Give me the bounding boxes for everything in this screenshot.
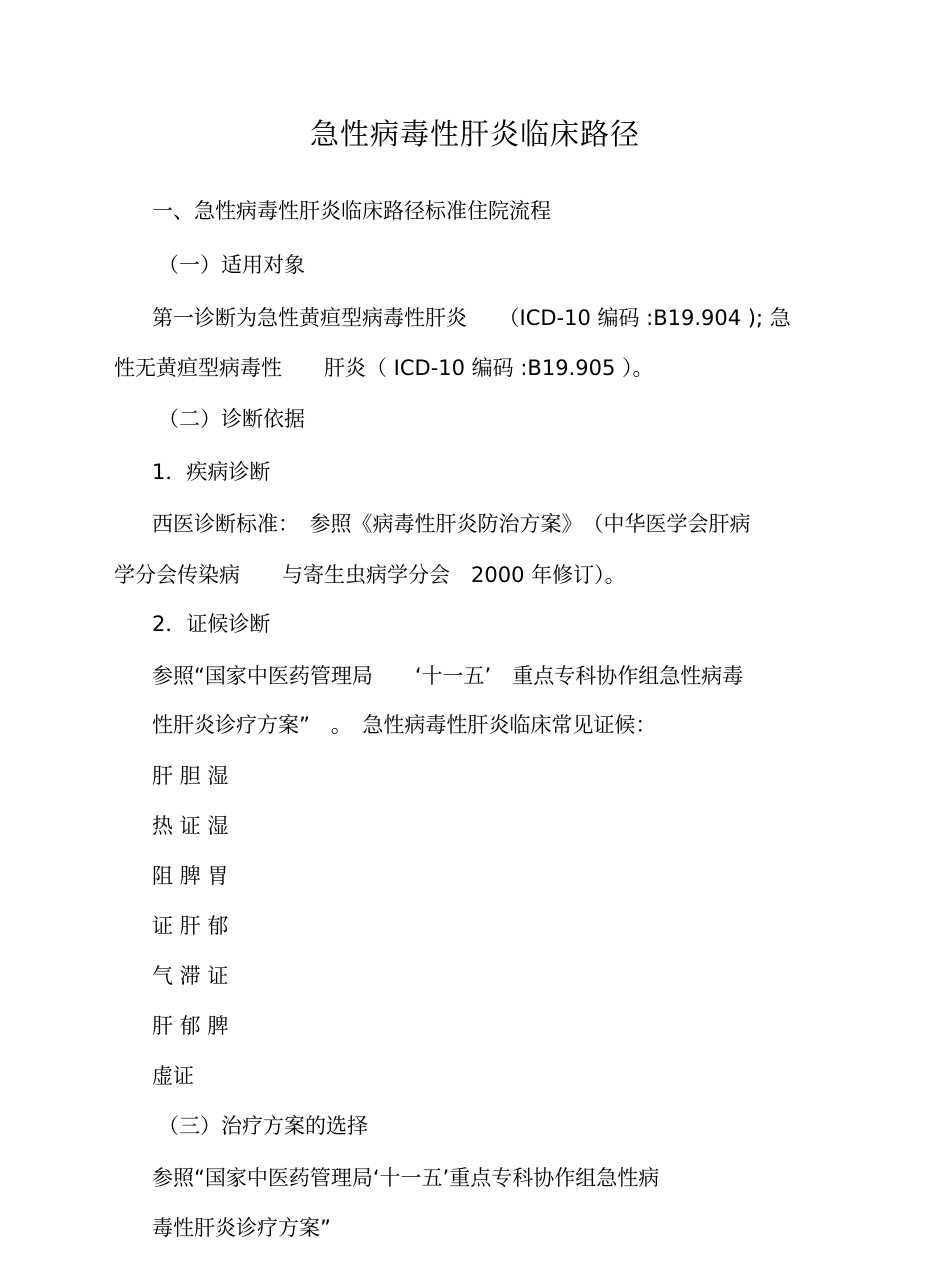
- section-heading-1: 一、急性病毒性肝炎临床路径标准住院流程: [152, 199, 551, 223]
- paragraph-line: 性肝炎诊疗方案” 。 急性病毒性肝炎临床常见证候：: [152, 713, 657, 737]
- syndrome-line: 证 肝 郁: [152, 914, 229, 938]
- paragraph-line: 参照“国家中医药管理局 ‘十一五’ 重点专科协作组急性病毒: [152, 664, 744, 688]
- paragraph-line: 第一诊断为急性黄疸型病毒性肝炎 （ICD-10 编码 :B19.904 ); 急: [152, 306, 791, 330]
- paragraph-line: 毒性肝炎诊疗方案”: [152, 1216, 331, 1240]
- subsection-heading-applicable: （一）适用对象: [158, 253, 305, 277]
- syndrome-line: 气 滞 证: [152, 964, 229, 988]
- paragraph-line: 西医诊断标准： 参照《病毒性肝炎防治方案》 （中华医学会肝病: [152, 512, 751, 536]
- list-heading-disease-diagnosis: 1．疾病诊断: [152, 460, 271, 484]
- document-title: 急性病毒性肝炎临床路径: [309, 117, 640, 151]
- paragraph-line: 参照“国家中医药管理局‘十一五’重点专科协作组急性病: [152, 1166, 660, 1190]
- paragraph-line: 学分会传染病 与寄生虫病学分会 2000 年修订）。: [114, 563, 626, 587]
- syndrome-line: 肝 郁 脾: [152, 1014, 229, 1038]
- paragraph-line: 性无黄疸型病毒性 肝炎（ ICD-10 编码 :B19.905 ）。: [114, 356, 654, 380]
- list-heading-syndrome-diagnosis: 2．证候诊断: [152, 612, 271, 636]
- subsection-heading-diagnosis: （二）诊断依据: [158, 407, 305, 431]
- syndrome-line: 肝 胆 湿: [152, 764, 229, 788]
- subsection-heading-treatment: （三）治疗方案的选择: [158, 1114, 368, 1138]
- syndrome-line: 阻 脾 胃: [152, 864, 229, 888]
- syndrome-line: 虚证: [152, 1064, 194, 1088]
- syndrome-line: 热 证 湿: [152, 814, 229, 838]
